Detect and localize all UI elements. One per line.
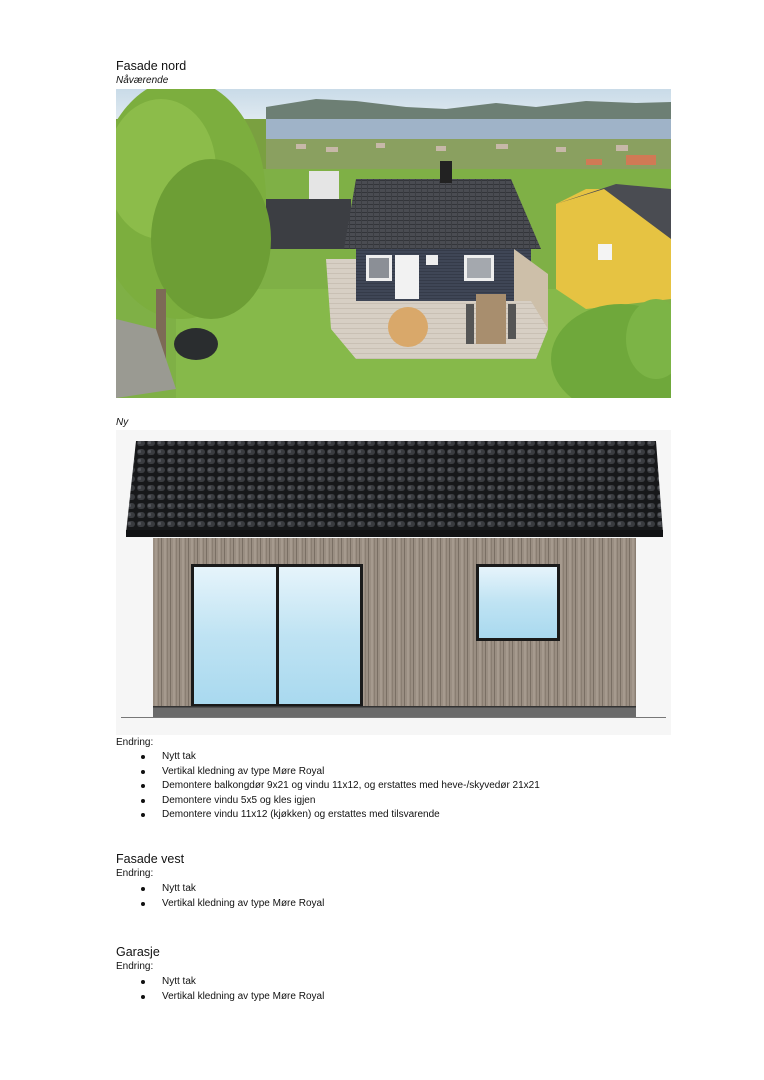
bullet-icon <box>141 995 145 999</box>
new-label: Ny <box>116 417 129 428</box>
current-facade-photo <box>116 89 671 398</box>
change-label-nord: Endring: <box>116 737 154 748</box>
section-title-fasade-vest: Fasade vest <box>116 852 185 866</box>
bullet-icon <box>141 902 145 906</box>
current-label: Nåværende <box>116 75 169 86</box>
new-facade-rendering <box>116 430 671 735</box>
section-title-garasje: Garasje <box>116 945 160 959</box>
bullet-icon <box>141 980 145 984</box>
bullet-icon <box>141 813 145 817</box>
bullet-icon <box>141 770 145 774</box>
bullet-icon <box>141 755 145 759</box>
bullet-icon <box>141 887 145 891</box>
bullet-icon <box>141 799 145 803</box>
section-title-fasade-nord: Fasade nord <box>116 59 187 73</box>
change-label-garasje: Endring: <box>116 961 154 972</box>
bullet-icon <box>141 784 145 788</box>
change-label-vest: Endring: <box>116 868 154 879</box>
